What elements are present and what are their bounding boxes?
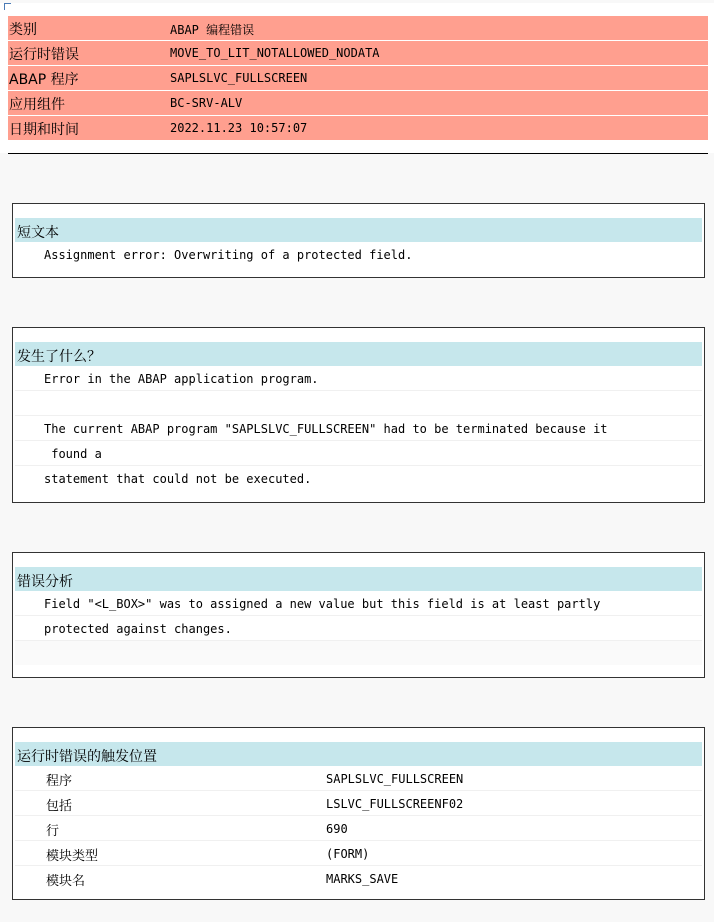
header-label: 类别	[9, 22, 37, 38]
trigger-label: 模块名	[46, 874, 86, 889]
text-line	[15, 391, 702, 416]
header-label: 日期和时间	[9, 122, 79, 138]
trigger-value: (FORM)	[326, 847, 370, 861]
section-title: 短文本	[15, 218, 702, 242]
trigger-row-program	[15, 766, 702, 791]
text-line: Error in the ABAP application program.	[15, 366, 702, 391]
text-line: Field "<L_BOX>" was to assigned a new value but this field is at least partly	[15, 591, 702, 616]
trigger-row-line	[15, 816, 702, 841]
trigger-label: 程序	[46, 774, 73, 789]
header-value: ABAP 编程错误	[170, 23, 255, 37]
trigger-value: 690	[326, 822, 348, 836]
header-value: 2022.11.23 10:57:07	[170, 121, 308, 135]
what-happened-panel	[12, 327, 705, 503]
trigger-value: MARKS_SAVE	[326, 872, 399, 886]
header-label: ABAP 程序	[9, 72, 79, 88]
header-value: BC-SRV-ALV	[170, 96, 243, 110]
header-label: 运行时错误	[9, 47, 79, 63]
short-text-panel	[12, 203, 705, 278]
section-title: 发生了什么？	[15, 342, 702, 366]
corner-mark-icon	[4, 3, 11, 10]
text-line: found a	[15, 441, 702, 466]
trigger-value: LSLVC_FULLSCREENF02	[326, 797, 464, 811]
text-line: statement that could not be executed.	[44, 472, 312, 486]
trigger-label: 包括	[46, 799, 73, 814]
section-title: 错误分析	[15, 567, 702, 591]
trigger-row-module-type	[15, 841, 702, 866]
short-text-line: Assignment error: Overwriting of a protected field.	[44, 248, 413, 262]
header-value: MOVE_TO_LIT_NOTALLOWED_NODATA	[170, 46, 380, 60]
text-line: The current ABAP program "SAPLSLVC_FULLSCREEN" had to be terminated because it	[15, 416, 702, 441]
error-header-table	[8, 16, 708, 141]
section-title: 运行时错误的触发位置	[15, 742, 702, 766]
text-line	[15, 641, 702, 665]
header-row-component	[8, 91, 708, 116]
header-row-datetime	[8, 116, 708, 141]
trigger-row-module-name	[15, 866, 702, 891]
text-line: protected against changes.	[15, 616, 702, 641]
header-row-runtime-error	[8, 41, 708, 66]
trigger-row-include	[15, 791, 702, 816]
header-label: 应用组件	[9, 97, 65, 113]
header-value: SAPLSLVC_FULLSCREEN	[170, 71, 308, 85]
header-row-abap-program	[8, 66, 708, 91]
trigger-label: 模块类型	[46, 849, 99, 864]
header-row-category	[8, 16, 708, 41]
trigger-label: 行	[46, 824, 60, 839]
header-divider	[8, 153, 708, 154]
trigger-location-panel	[12, 727, 705, 900]
trigger-value: SAPLSLVC_FULLSCREEN	[326, 772, 464, 786]
error-analysis-panel	[12, 552, 705, 678]
